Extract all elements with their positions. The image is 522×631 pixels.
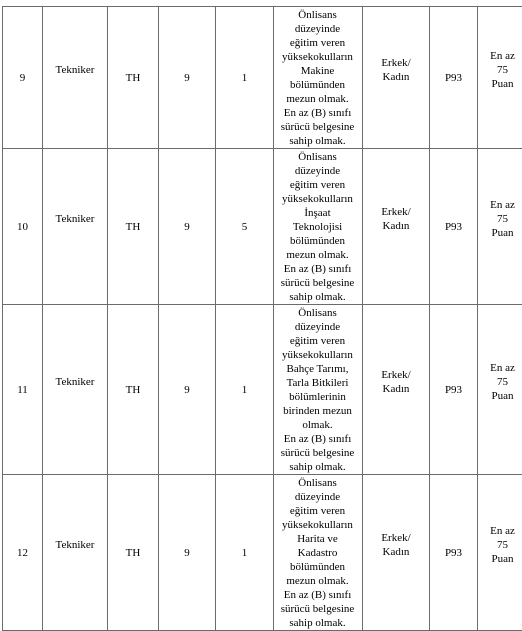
qualification-cell [274, 149, 363, 305]
text-line: Puan [478, 77, 522, 91]
count-cell [216, 7, 274, 149]
table-row [3, 7, 522, 149]
class-cell [108, 7, 159, 149]
position-grade: 9 [184, 221, 190, 233]
position-class: TH [126, 384, 141, 396]
text-line: sahip olmak. [277, 460, 358, 474]
text-line: eğitim veren [277, 504, 358, 518]
position-count: 1 [242, 547, 248, 559]
row-number-cell [3, 305, 43, 475]
text-line: mezun olmak. [277, 574, 358, 588]
row-number: 10 [17, 221, 28, 233]
score-type: P93 [445, 384, 462, 396]
positions-table-body [3, 7, 522, 631]
position-class: TH [126, 547, 141, 559]
text-line: olmak. [277, 418, 358, 432]
text-line: Tarla Bitkileri [277, 376, 358, 390]
text-line: En az (B) sınıfı [277, 106, 358, 120]
text-line: Önlisans [277, 8, 358, 22]
gender-cell [363, 149, 430, 305]
text-line: Kadın [363, 545, 429, 559]
text-line: Puan [478, 226, 522, 240]
qualification-text [274, 7, 362, 148]
gender-cell [363, 7, 430, 149]
count-cell [216, 149, 274, 305]
text-line: 75 [478, 375, 522, 389]
count-cell [216, 305, 274, 475]
score-type-cell [430, 149, 478, 305]
min-score-text [478, 524, 522, 566]
score-type: P93 [445, 221, 462, 233]
text-line: Puan [478, 552, 522, 566]
row-number: 9 [20, 72, 26, 84]
row-number: 12 [17, 547, 28, 559]
grade-cell [159, 7, 216, 149]
qualification-text [274, 305, 362, 474]
positions-table [2, 6, 522, 631]
text-line: sürücü belgesine [277, 276, 358, 290]
text-line: bölümünden [277, 234, 358, 248]
qualification-text [274, 149, 362, 304]
class-cell [108, 305, 159, 475]
text-line: Erkek/ [363, 368, 429, 382]
text-line: Kadın [363, 70, 429, 84]
position-title: Tekniker [56, 213, 95, 225]
gender-text [363, 205, 429, 233]
title-cell [43, 305, 108, 475]
text-line: eğitim veren [277, 334, 358, 348]
qualification-cell [274, 305, 363, 475]
title-cell [43, 475, 108, 631]
qualification-cell [274, 7, 363, 149]
gender-text [363, 368, 429, 396]
text-line: birinden mezun [277, 404, 358, 418]
text-line: bölümünden [277, 78, 358, 92]
text-line: sahip olmak. [277, 616, 358, 630]
row-number-cell [3, 475, 43, 631]
text-line: Teknolojisi [277, 220, 358, 234]
text-line: yüksekokulların [277, 518, 358, 532]
text-line: 75 [478, 538, 522, 552]
text-line: 75 [478, 63, 522, 77]
class-cell [108, 475, 159, 631]
gender-cell [363, 475, 430, 631]
title-cell [43, 149, 108, 305]
position-grade: 9 [184, 547, 190, 559]
position-grade: 9 [184, 72, 190, 84]
min-score-text [478, 361, 522, 403]
qualification-text [274, 475, 362, 630]
score-type: P93 [445, 72, 462, 84]
text-line: mezun olmak. [277, 248, 358, 262]
text-line: Önlisans [277, 306, 358, 320]
text-line: Makine [277, 64, 358, 78]
text-line: sahip olmak. [277, 290, 358, 304]
text-line: Kadın [363, 219, 429, 233]
qualification-cell [274, 475, 363, 631]
position-title: Tekniker [56, 376, 95, 388]
text-line: Önlisans [277, 476, 358, 490]
score-type-cell [430, 7, 478, 149]
count-cell [216, 475, 274, 631]
text-line: Bahçe Tarımı, [277, 362, 358, 376]
position-count: 1 [242, 72, 248, 84]
text-line: En az [478, 49, 522, 63]
text-line: eğitim veren [277, 36, 358, 50]
gender-text [363, 56, 429, 84]
grade-cell [159, 475, 216, 631]
text-line: sürücü belgesine [277, 602, 358, 616]
score-type-cell [430, 305, 478, 475]
text-line: düzeyinde [277, 490, 358, 504]
class-cell [108, 149, 159, 305]
text-line: bölümünden [277, 560, 358, 574]
gender-text [363, 531, 429, 559]
text-line: En az (B) sınıfı [277, 432, 358, 446]
min-score-text [478, 198, 522, 240]
text-line: Erkek/ [363, 56, 429, 70]
text-line: Puan [478, 389, 522, 403]
text-line: yüksekokulların [277, 192, 358, 206]
text-line: 75 [478, 212, 522, 226]
text-line: Kadın [363, 382, 429, 396]
text-line: Önlisans [277, 150, 358, 164]
text-line: İnşaat [277, 206, 358, 220]
position-title: Tekniker [56, 64, 95, 76]
text-line: sahip olmak. [277, 134, 358, 148]
text-line: Harita ve [277, 532, 358, 546]
text-line: Erkek/ [363, 205, 429, 219]
text-line: Kadastro [277, 546, 358, 560]
text-line: En az (B) sınıfı [277, 588, 358, 602]
score-type: P93 [445, 547, 462, 559]
text-line: bölümlerinin [277, 390, 358, 404]
min-score-cell [478, 149, 522, 305]
table-row [3, 475, 522, 631]
text-line: yüksekokulların [277, 348, 358, 362]
position-title: Tekniker [56, 539, 95, 551]
min-score-text [478, 49, 522, 91]
min-score-cell [478, 305, 522, 475]
text-line: yüksekokulların [277, 50, 358, 64]
position-count: 5 [242, 221, 248, 233]
row-number-cell [3, 7, 43, 149]
text-line: sürücü belgesine [277, 446, 358, 460]
table-row [3, 149, 522, 305]
text-line: En az [478, 524, 522, 538]
text-line: düzeyinde [277, 22, 358, 36]
position-class: TH [126, 72, 141, 84]
text-line: En az (B) sınıfı [277, 262, 358, 276]
table-row [3, 305, 522, 475]
row-number: 11 [17, 384, 28, 396]
text-line: En az [478, 198, 522, 212]
position-class: TH [126, 221, 141, 233]
position-grade: 9 [184, 384, 190, 396]
min-score-cell [478, 475, 522, 631]
text-line: eğitim veren [277, 178, 358, 192]
row-number-cell [3, 149, 43, 305]
text-line: En az [478, 361, 522, 375]
text-line: mezun olmak. [277, 92, 358, 106]
score-type-cell [430, 475, 478, 631]
text-line: düzeyinde [277, 320, 358, 334]
text-line: sürücü belgesine [277, 120, 358, 134]
text-line: düzeyinde [277, 164, 358, 178]
grade-cell [159, 305, 216, 475]
text-line: Erkek/ [363, 531, 429, 545]
grade-cell [159, 149, 216, 305]
gender-cell [363, 305, 430, 475]
min-score-cell [478, 7, 522, 149]
position-count: 1 [242, 384, 248, 396]
title-cell [43, 7, 108, 149]
